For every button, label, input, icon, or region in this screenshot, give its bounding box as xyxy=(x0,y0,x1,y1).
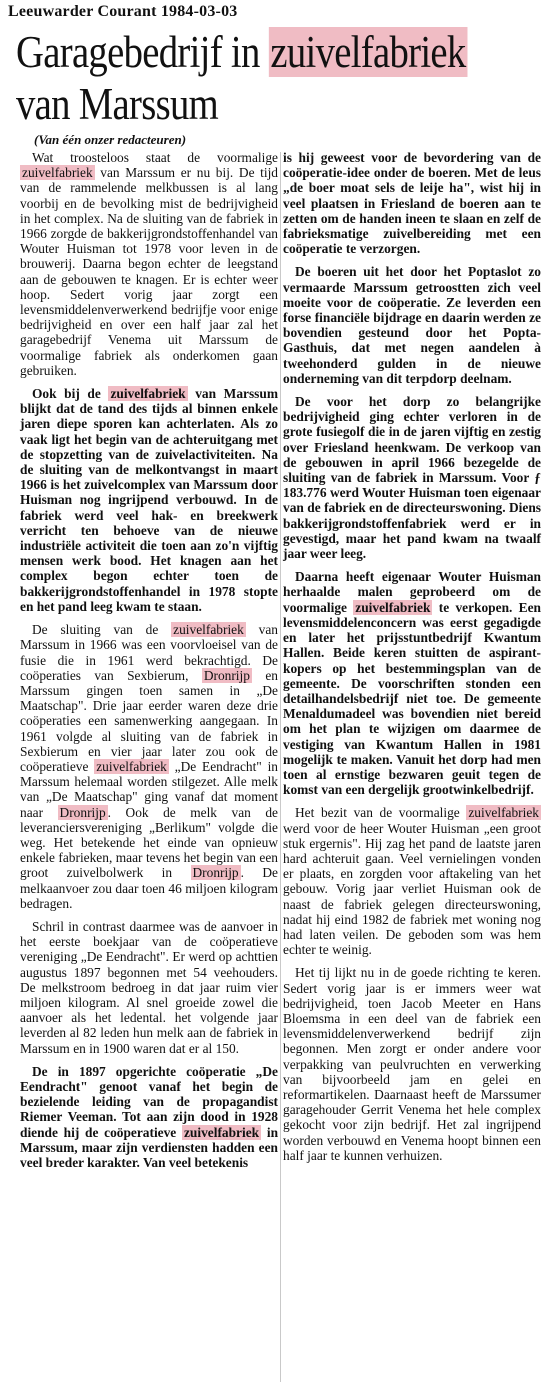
highlight-term: Dronrijp xyxy=(192,865,239,881)
paragraph: De boeren uit het door het Poptaslot zo vermaarde Marssum getroostten zich veel moeite voor de coöperatie. Ze leverden een forse financiële bijdrage en daarin werden ze bovendien gesteund door het Popta-Gasthuis, dat met negen aandelen à tweehonderd gulden in de nieuwe onderneming van dit terpdorp deelnam. xyxy=(283,264,541,386)
highlight-term: zuivelfabriek xyxy=(22,165,93,181)
right-column xyxy=(283,150,541,1171)
paragraph: Wat troosteloos staat de voormalige zuivelfabriek van Marssum er nu bij. De tijd van de rammelende melkbussen is al lang voorbij en de bevolking mist de bedrijvigheid in het complex. Na de sluiting van de fabriek in 1966 zorgde de bakkerijgrondstoffenhandel van Wouter Huisman tot 1978 voor leven in de brouwerij. Daarna begon echter de leegstand aan de gebouwen te knagen. Er is echter weer hoop. Sedert vorig jaar zorgt een levensmiddelenverwerkend bedrijfje voor enige bedrijvigheid en over een half jaar zal het garagebedrijf Venema uit Marssum de voormalige fabriek als onderkomen gaan gebruiken. xyxy=(20,150,278,378)
headline-line1 xyxy=(16,27,467,77)
highlight-term: zuivelfabriek xyxy=(183,1124,260,1140)
headline-highlight: zuivelfabriek xyxy=(270,27,466,77)
paragraph: is hij geweest voor de bevordering van de coöperatie-idee onder de boeren. Met de leus „de boer moat sels de leije ha", wist hij in veel plaatsen in Friesland de boeren aan te zetten om de handen ineen te slaan en zelf de fabrieksmatige zuivelbereiding met een coöperatie te verzorgen. xyxy=(283,150,541,257)
highlight-term: zuivelfabriek xyxy=(110,386,186,402)
paragraph: Schril in contrast daarmee was de aanvoer in het eerste boekjaar van de coöperatieve vereniging „De Eendracht". Er werd op achttien augustus 1897 begonnen met 54 veehouders. De melkstroom bedroeg in dat jaar ruim vier miljoen kilogram. Al snel groeide zowel die aanvoer als het ledental. het volgende jaar leverden al 82 leden hun melk aan de fabriek in Marssum en in 1900 waren dat er al 150. xyxy=(20,918,278,1056)
paragraph: De sluiting van de zuivelfabriek van Marssum in 1966 was een voorvloeisel van de fusie die in 1961 werd bekrachtigd. De coöperaties van Sexbierum, Dronrijp en Marssum gingen toen samen in „De Maatschap". Drie jaar eerder waren deze drie coöperaties een samenwerking aangegaan. In 1961 volgde al sluiting van de fabriek in Sexbierum en vier jaar later zou ook de coöperatieve zuivelfabriek „De Eendracht" in Marssum helemaal worden stilgezet. Alle melk van „De Maatschap" ging vanaf dat moment naar Dronrijp . Ook de melk van de leveranciersvereniging „Berlikum" volgde die weg. Het betekende het einde van opnieuw enkele fabrieken, maar tevens het begin van een groot zuivelbolwerk in Dronrijp . De melkaanvoer zou daar toen 46 miljoen kilogram bedragen. xyxy=(20,622,278,911)
paragraph: Daarna heeft eigenaar Wouter Huisman herhaalde malen geprobeerd om de voormalige zuivelfabriek te verkopen. Een levensmiddelenconcern was eerst gegadigde en later het prijsstuntbedrijf Kwantum Hallen. Beide keren stuitten de aspirant-kopers op het bestemmingsplan van de gemeente. De voorschriften stonden een detailhandelsbedrijf niet toe. De gemeente Menaldumadeel was bovendien niet bereid om het plan te wijzigen om daarmee de vestiging van Kwantum Hallen in 1981 mogelijk te maken. Vanuit het dorp had men toen al ernstige bezwaren geuit tegen de komst van een dergelijk grootwinkelbedrijf. xyxy=(283,569,541,798)
left-column xyxy=(20,150,278,1178)
paragraph: Het bezit van de voormalige zuivelfabriek werd voor de heer Wouter Huisman „een groot stuk ergernis". Hij zag het pand de laatste jaren hard achteruit gaan. Veel vernielingen vonden er plaats, en zorgden voor aftakeling van het gebouw. Vorig jaar verliet Huisman ook de naast de fabriek gelegen directeurswoning, nadat hij eind 1982 de fabriek met woning nog had laten veilen. De geboden som was hem echter te weinig. xyxy=(283,805,541,958)
byline: (Van één onzer redacteuren) xyxy=(34,132,187,147)
paragraph: Ook bij de zuivelfabriek van Marssum blijkt dat de tand des tijds al binnen enkele jaren diepe sporen kan achterlaten. Als zo vaak ligt het begin van de achteruitgang met de stopzetting van de zuivelactiviteiten. Na de sluiting van de melkontvangst in maart 1966 is het zuivelcomplex van Marssum door Huisman nog ingrijpend verbouwd. In de fabriek werd veel hak- en breekwerk verricht ten behoeve van de nieuwe industriële activiteit die toen aan zo'n vijftig mensen werk bood. Het knagen aan het complex begon echter toen de bakkerijgrondstoffenhandel in 1978 stopte en het pand leeg kwam te staan. xyxy=(20,386,278,614)
highlight-term: Dronrijp xyxy=(203,667,250,683)
paragraph: De voor het dorp zo belangrijke bedrijvigheid ging echter verloren in de grote fusiegolf die in de jaren vijftig en zestig over Friesland heenkwam. De verkoop van de gebouwen in april 1966 bezegelde de sluiting van de fabriek in Marssum. Voor ƒ 183.776 werd Wouter Huisman toen eigenaar van de fabriek en de directeurswoning. Diens bakkerijgrondstoffenfabriek werd er in gevestigd, maar het pand kwam na twaalf jaar weer leeg. xyxy=(283,394,541,562)
masthead: Leeuwarder Courant 1984-03-03 xyxy=(8,3,238,20)
highlight-term: zuivelfabriek xyxy=(96,758,167,774)
highlight-term: zuivelfabriek xyxy=(468,805,539,821)
paragraph: De in 1897 opgerichte coöperatie „De Eendracht" genoot vanaf het begin de bezielende leiding van de propagandist Riemer Veeman. Tot aan zijn dood in 1928 diende hij de coöperatieve zuivelfabriek in Marssum, maar zijn verdiensten hadden een veel breder karakter. Van veel betekenis xyxy=(20,1063,279,1170)
highlight-term: Dronrijp xyxy=(59,804,106,820)
paragraph: Het tij lijkt nu in de goede richting te keren. Sedert vorig jaar is er immers weer wat bedrijvigheid, toen Jacob Meeter en Hans Bloemsma in een deel van de fabriek een levensmiddelenverwerkend bedrijf zijn begonnen. Men zorgt er onder andere voor verpakking van peulvruchten en verwerking van bijvoorbeeld jam en gelei en reformartikelen. Daarnaast heeft de Marssumer garagehouder Gerrit Venema het hele complex gekocht voor zijn bedrijf. Het zal ingrijpend worden verbouwd en Venema hoopt binnen een half jaar te kunnen verhuizen. xyxy=(283,965,541,1163)
headline-line2: van Marssum xyxy=(16,79,219,129)
column-divider xyxy=(280,152,281,1382)
headline xyxy=(16,26,466,130)
headline-text: Garagebedrijf in xyxy=(16,27,269,77)
highlight-term: zuivelfabriek xyxy=(355,599,431,615)
highlight-term: zuivelfabriek xyxy=(173,622,244,638)
